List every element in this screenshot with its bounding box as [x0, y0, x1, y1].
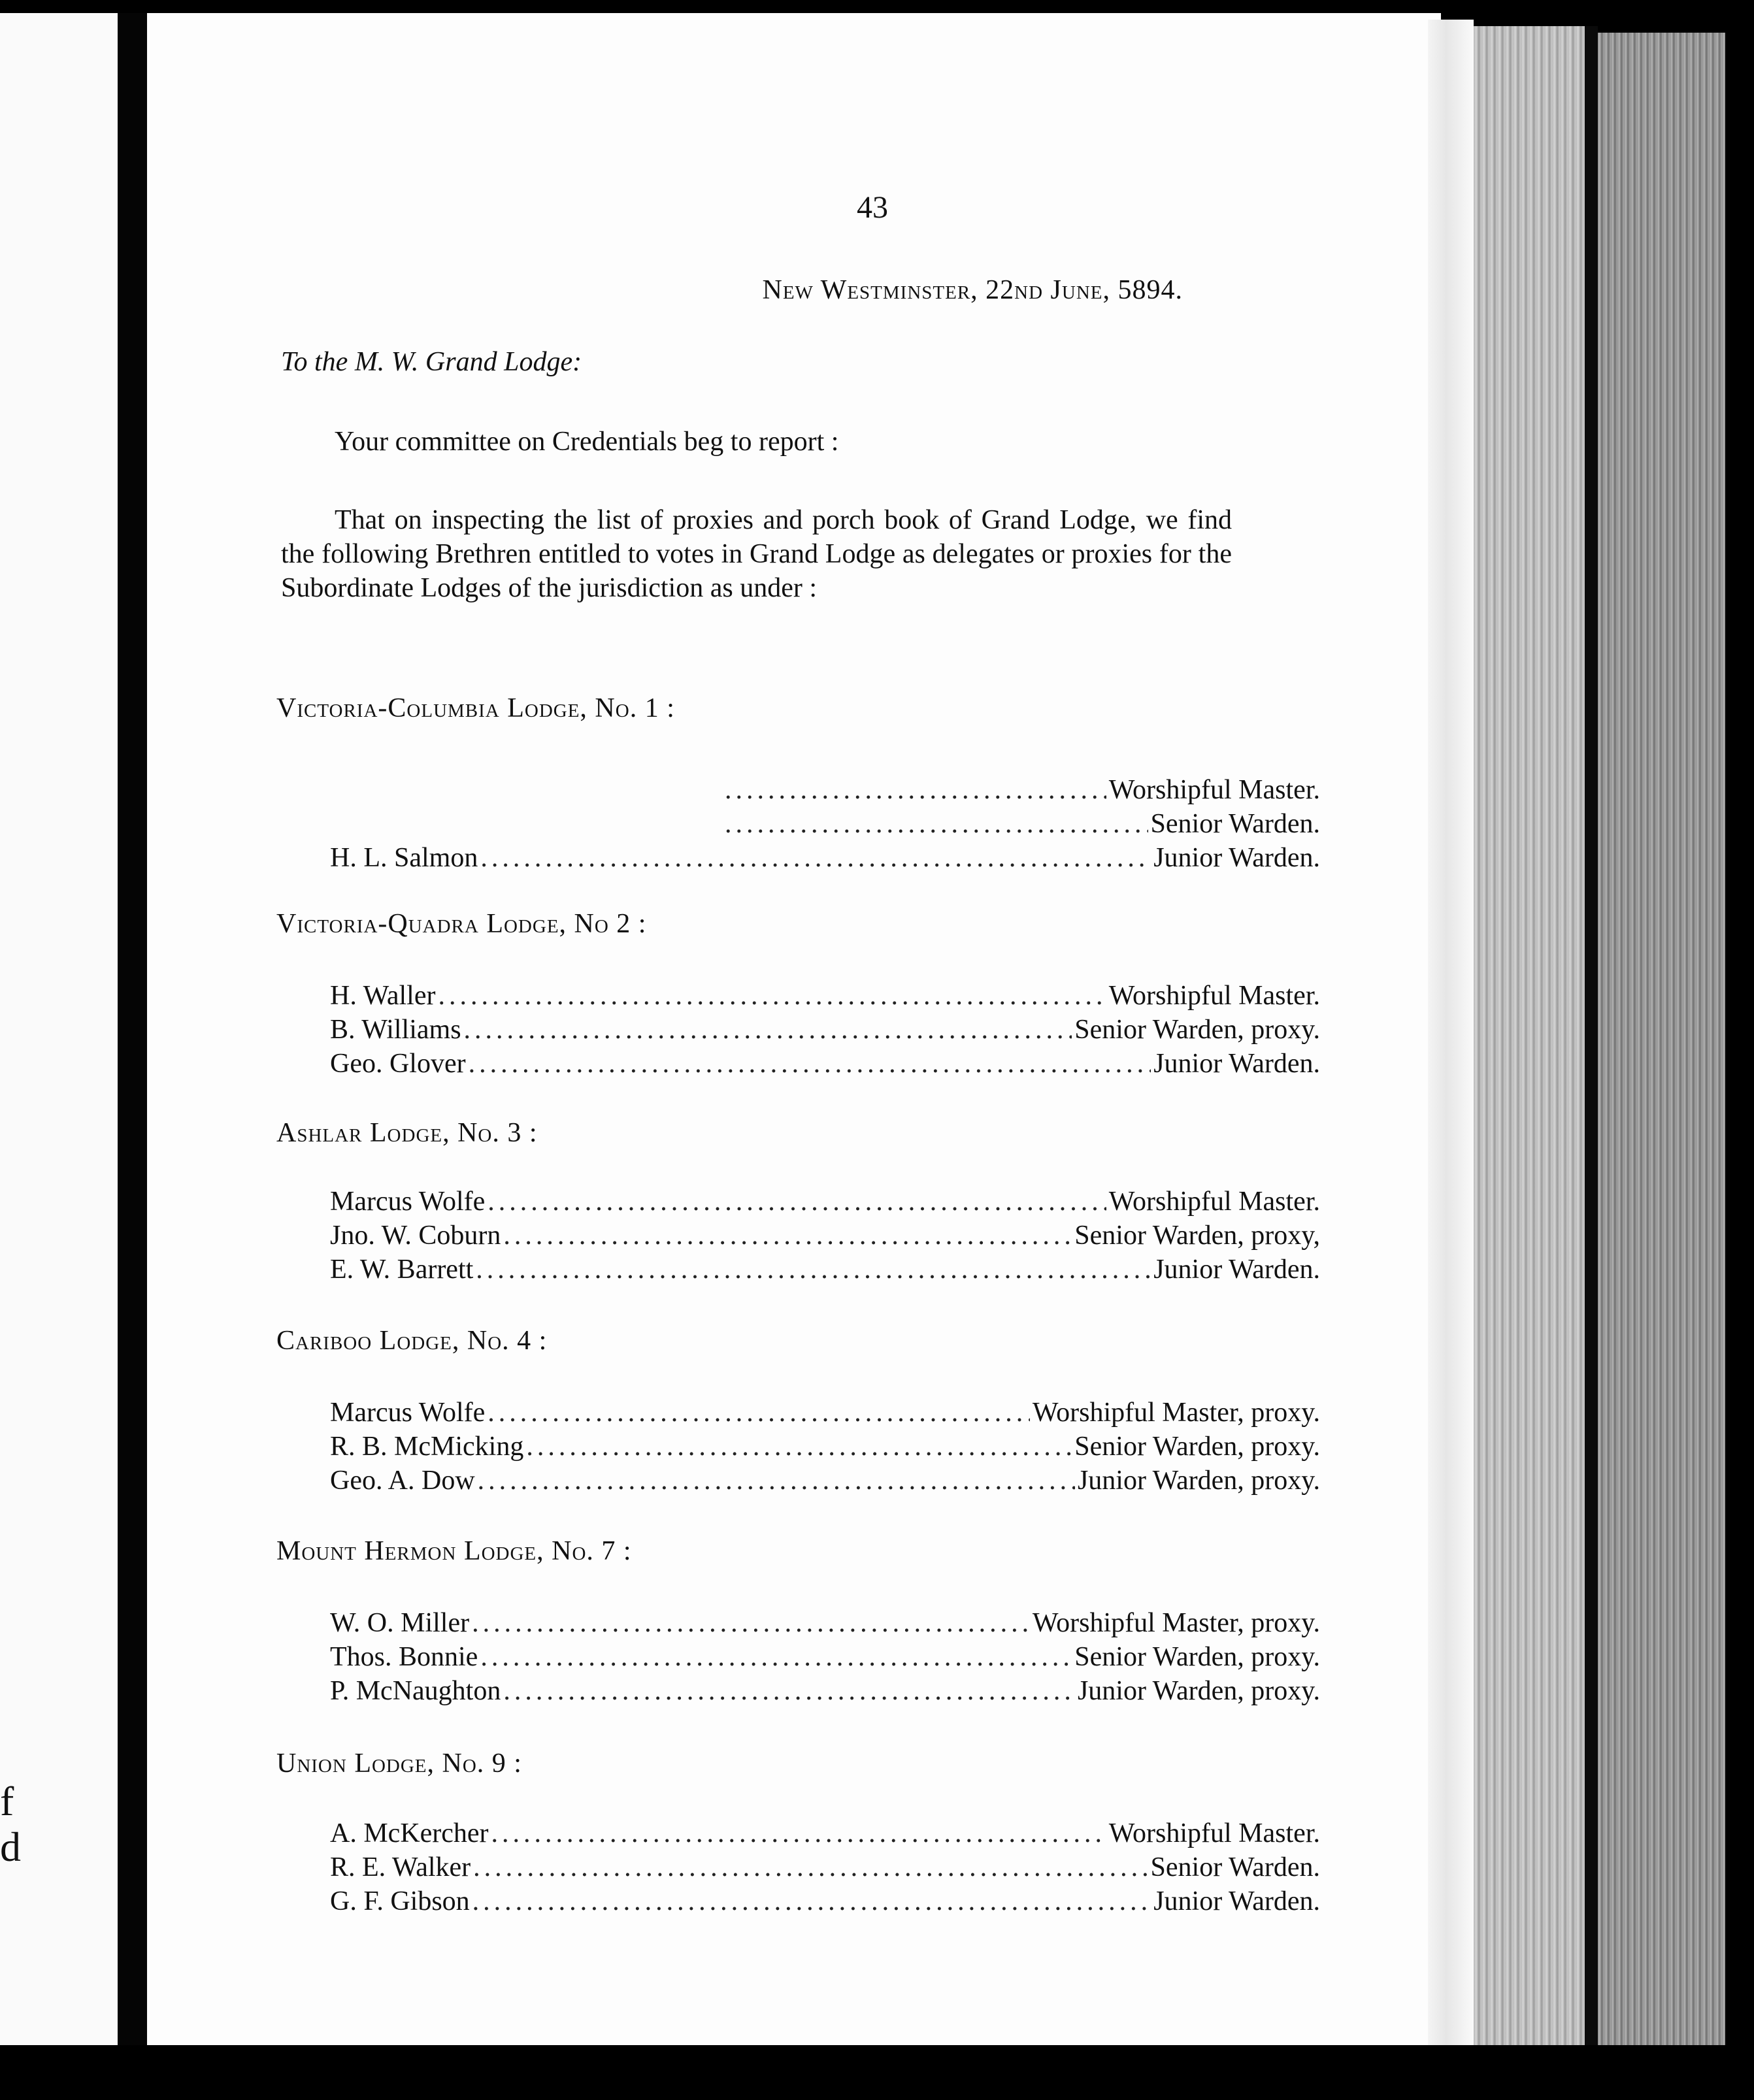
leader-dots	[472, 1607, 1030, 1639]
facing-page-edge	[0, 13, 118, 2045]
officer-office: Senior Warden, proxy.	[1074, 1432, 1320, 1462]
salutation: To the M. W. Grand Lodge:	[281, 347, 582, 377]
leader-dots	[526, 1431, 1072, 1462]
officer-office: Junior Warden.	[1153, 1255, 1320, 1285]
officer-office: Senior Warden.	[1150, 1852, 1320, 1882]
officer-row	[330, 1818, 1320, 1852]
officer-row	[330, 808, 1320, 842]
officer-office: Worshipful Master.	[1108, 981, 1320, 1011]
leader-dots	[725, 808, 1148, 840]
officer-office: Junior Warden.	[1153, 843, 1320, 873]
officer-name: Geo. Glover	[330, 1049, 466, 1079]
officer-office: Worshipful Master.	[1108, 775, 1320, 805]
officer-row	[330, 1014, 1320, 1048]
officer-office: Junior Warden.	[1153, 1886, 1320, 1916]
officer-office: Junior Warden, proxy.	[1077, 1466, 1320, 1496]
facing-page-fragment-2: d	[0, 1824, 21, 1870]
facing-page-fragment-1: f	[0, 1778, 14, 1824]
officer-row	[330, 1675, 1320, 1709]
officer-name: H. Waller	[330, 981, 436, 1011]
officer-row	[330, 1397, 1320, 1431]
leader-dots	[488, 1186, 1106, 1217]
leader-dots	[503, 1220, 1072, 1251]
leader-dots	[464, 1014, 1072, 1045]
officer-name: Thos. Bonnie	[330, 1642, 478, 1672]
officer-name: Jno. W. Coburn	[330, 1221, 501, 1251]
officer-row	[330, 1607, 1320, 1641]
bottom-border	[0, 2045, 1754, 2100]
officer-office: Senior Warden.	[1150, 809, 1320, 839]
officer-name: R. E. Walker	[330, 1852, 471, 1882]
leader-dots	[469, 1048, 1151, 1079]
officer-office: Worshipful Master, proxy.	[1032, 1398, 1320, 1428]
page-number: 43	[857, 190, 888, 225]
leader-dots	[725, 774, 1106, 806]
officer-row	[330, 774, 1320, 808]
page-edge-gap	[1585, 26, 1598, 2045]
officer-row	[330, 1186, 1320, 1220]
page-edge-stack	[1474, 26, 1585, 2045]
leader-dots	[472, 1886, 1151, 1917]
officer-row	[330, 1465, 1320, 1499]
leader-dots	[488, 1397, 1030, 1428]
leader-dots	[473, 1852, 1148, 1883]
dateline: New Westminster, 22nd June, 5894.	[762, 275, 1183, 305]
officer-office: Junior Warden, proxy.	[1077, 1676, 1320, 1706]
officer-name: A. McKercher	[330, 1818, 489, 1848]
officer-name: H. L. Salmon	[330, 843, 478, 873]
officer-office: Senior Warden, proxy.	[1074, 1015, 1320, 1045]
officer-row	[330, 1852, 1320, 1886]
top-border	[0, 0, 1754, 13]
intro-paragraph: Your committee on Credentials beg to report :	[335, 427, 839, 457]
lodge-heading: Union Lodge, No. 9 :	[276, 1748, 522, 1779]
leader-dots	[480, 842, 1151, 874]
officer-office: Senior Warden, proxy.	[1074, 1642, 1320, 1672]
body-paragraph: That on inspecting the list of proxies and porch book of Grand Lodge, we find the following Brethren entitled to votes in Grand Lodge as delegates or proxies for the Subordinate Lodges of the jurisdiction as under :	[281, 505, 1232, 603]
lodge-heading: Ashlar Lodge, No. 3 :	[276, 1118, 538, 1148]
page-edge-light	[1428, 20, 1474, 2045]
officer-office: Senior Warden, proxy,	[1074, 1221, 1320, 1251]
officer-name: P. McNaughton	[330, 1676, 501, 1706]
officer-row	[330, 842, 1320, 876]
officer-row	[330, 1254, 1320, 1288]
officer-name: G. F. Gibson	[330, 1886, 470, 1916]
lodge-heading: Mount Hermon Lodge, No. 7 :	[276, 1536, 632, 1566]
officer-row	[330, 1220, 1320, 1254]
officer-name: B. Williams	[330, 1015, 461, 1045]
page-edge-stack-outer	[1598, 33, 1725, 2045]
book-gutter	[118, 13, 147, 2045]
officer-name: E. W. Barrett	[330, 1255, 474, 1285]
officer-office: Worshipful Master.	[1108, 1818, 1320, 1848]
officer-office: Worshipful Master.	[1108, 1187, 1320, 1217]
officer-office: Junior Warden.	[1153, 1049, 1320, 1079]
officer-row	[330, 1641, 1320, 1675]
leader-dots	[480, 1641, 1072, 1673]
officer-name: R. B. McMicking	[330, 1432, 524, 1462]
officer-row	[330, 1886, 1320, 1920]
officer-name: Geo. A. Dow	[330, 1466, 475, 1496]
leader-dots	[503, 1675, 1075, 1707]
lodge-heading: Victoria-Columbia Lodge, No. 1 :	[276, 693, 675, 723]
leader-dots	[491, 1818, 1106, 1849]
officer-row	[330, 980, 1320, 1014]
officer-name: Marcus Wolfe	[330, 1398, 486, 1428]
officer-name: Marcus Wolfe	[330, 1187, 486, 1217]
officer-office: Worshipful Master, proxy.	[1032, 1608, 1320, 1638]
lodge-heading: Cariboo Lodge, No. 4 :	[276, 1326, 548, 1356]
leader-dots	[476, 1254, 1151, 1285]
officer-row	[330, 1048, 1320, 1082]
officer-row	[330, 1431, 1320, 1465]
leader-dots	[438, 980, 1106, 1011]
document-page	[147, 13, 1441, 2045]
officer-name: W. O. Miller	[330, 1608, 470, 1638]
leader-dots	[478, 1465, 1075, 1496]
lodge-heading: Victoria-Quadra Lodge, No 2 :	[276, 909, 647, 939]
